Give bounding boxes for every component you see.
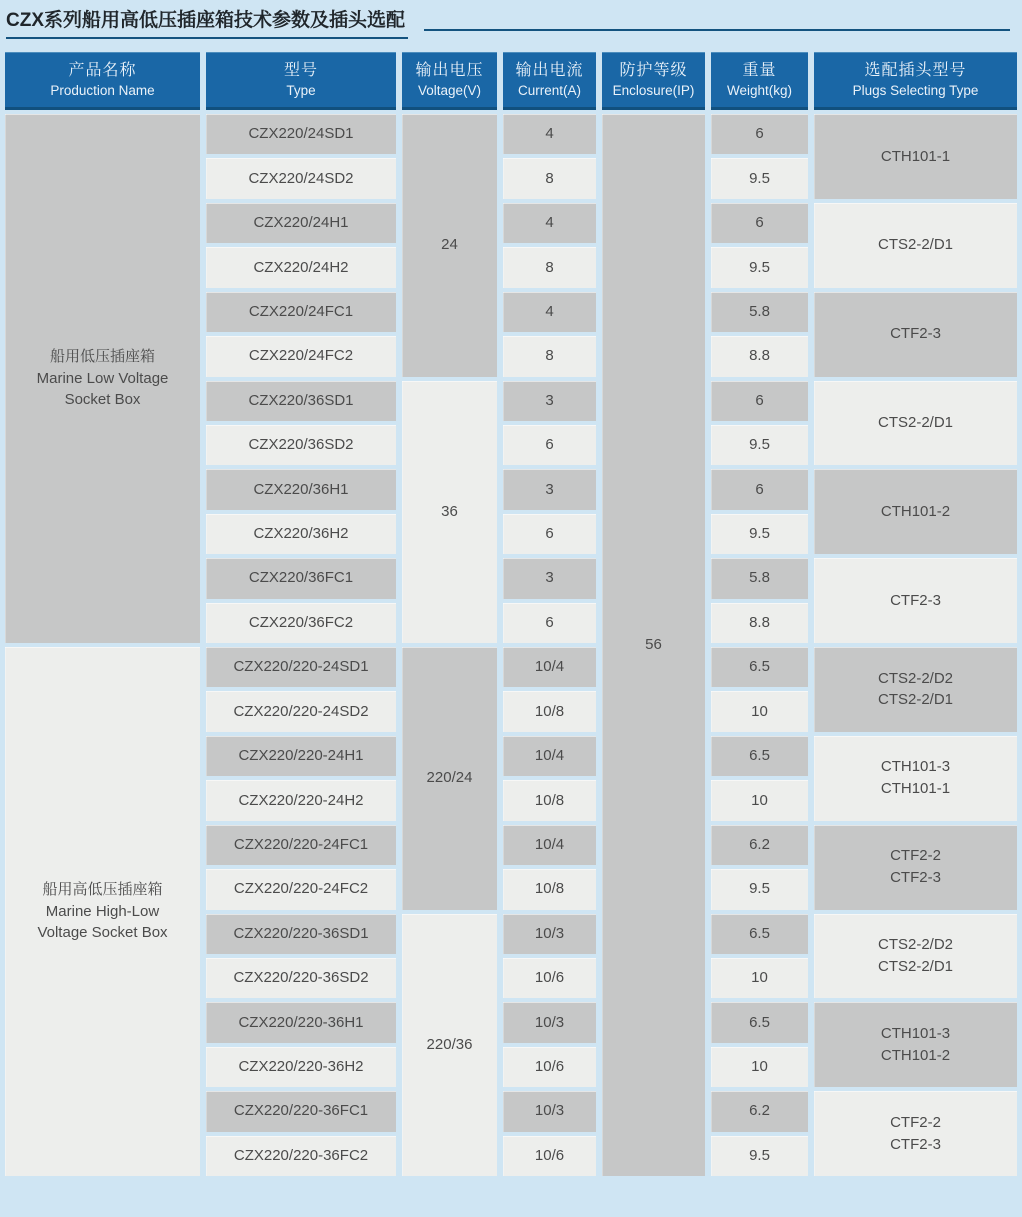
product-cell-text: Socket Box bbox=[64, 391, 141, 409]
current-cell-text: 10/8 bbox=[534, 702, 565, 720]
weight-cell-text: 9.5 bbox=[749, 880, 770, 898]
type-cell-text: CZX220/36FC2 bbox=[248, 613, 354, 631]
product-cell-text: 船用低压插座箱 bbox=[49, 347, 155, 365]
weight-cell-text: 10 bbox=[751, 969, 768, 987]
header-current bbox=[503, 52, 596, 110]
type-cell-text: CZX220/220-24SD2 bbox=[233, 702, 369, 720]
weight-cell bbox=[711, 425, 808, 465]
weight-cell bbox=[711, 292, 808, 332]
weight-cell bbox=[711, 381, 808, 421]
current-cell-text: 10/8 bbox=[534, 880, 565, 898]
header-zh: 输出电压 bbox=[415, 62, 484, 80]
type-cell bbox=[206, 736, 396, 776]
weight-cell bbox=[711, 647, 808, 687]
weight-cell-text: 8.8 bbox=[749, 347, 770, 365]
header-en: Type bbox=[286, 82, 316, 98]
type-cell-text: CZX220/36H1 bbox=[253, 480, 349, 498]
weight-cell-text: 6 bbox=[755, 480, 764, 498]
plug-cell-text: CTF2-2 bbox=[890, 847, 941, 865]
current-cell bbox=[503, 114, 596, 154]
voltage-cell bbox=[402, 914, 497, 1177]
weight-cell-text: 9.5 bbox=[749, 1146, 770, 1164]
type-cell-text: CZX220/220-36FC2 bbox=[233, 1146, 369, 1164]
current-cell bbox=[503, 381, 596, 421]
current-cell-text: 6 bbox=[545, 613, 554, 631]
header-en: Production Name bbox=[50, 82, 155, 98]
type-cell bbox=[206, 203, 396, 243]
voltage-cell bbox=[402, 647, 497, 910]
header-en: Enclosure(IP) bbox=[612, 82, 695, 98]
weight-cell-text: 8.8 bbox=[749, 613, 770, 631]
header-weight bbox=[711, 52, 808, 110]
type-cell-text: CZX220/36SD1 bbox=[248, 391, 354, 409]
current-cell bbox=[503, 958, 596, 998]
weight-cell bbox=[711, 691, 808, 731]
plug-cell-text: CTS2-2/D2 bbox=[877, 936, 954, 954]
enclosure-cell bbox=[602, 114, 705, 1176]
type-cell bbox=[206, 514, 396, 554]
type-cell-text: CZX220/220-24H1 bbox=[238, 747, 364, 765]
title-rule bbox=[424, 29, 1010, 31]
current-cell-text: 10/3 bbox=[534, 924, 565, 942]
type-cell bbox=[206, 780, 396, 820]
weight-cell bbox=[711, 203, 808, 243]
current-cell bbox=[503, 1091, 596, 1131]
plug-cell-text: CTH101-1 bbox=[880, 147, 951, 165]
weight-cell-text: 6 bbox=[755, 214, 764, 232]
type-cell bbox=[206, 425, 396, 465]
weight-cell bbox=[711, 1047, 808, 1087]
plug-cell-text: CTH101-1 bbox=[880, 780, 951, 798]
type-cell-text: CZX220/24H1 bbox=[253, 214, 349, 232]
weight-cell bbox=[711, 114, 808, 154]
plug-cell-text: CTH101-2 bbox=[880, 502, 951, 520]
type-cell-text: CZX220/220-36FC1 bbox=[233, 1102, 369, 1120]
header-zh: 选配插头型号 bbox=[864, 62, 967, 80]
plug-cell bbox=[814, 647, 1017, 732]
type-cell bbox=[206, 114, 396, 154]
header-enclosure bbox=[602, 52, 705, 110]
current-cell bbox=[503, 469, 596, 509]
current-cell-text: 10/3 bbox=[534, 1013, 565, 1031]
weight-cell bbox=[711, 336, 808, 376]
weight-cell bbox=[711, 469, 808, 509]
header-en: Plugs Selecting Type bbox=[852, 82, 979, 98]
type-cell bbox=[206, 381, 396, 421]
current-cell bbox=[503, 603, 596, 643]
current-cell-text: 10/6 bbox=[534, 1058, 565, 1076]
current-cell bbox=[503, 158, 596, 198]
type-cell-text: CZX220/36SD2 bbox=[248, 436, 354, 454]
plug-cell-text: CTF2-3 bbox=[890, 591, 941, 609]
current-cell-text: 3 bbox=[545, 480, 554, 498]
weight-cell bbox=[711, 780, 808, 820]
current-cell bbox=[503, 1002, 596, 1042]
current-cell bbox=[503, 1136, 596, 1176]
type-cell bbox=[206, 247, 396, 287]
current-cell bbox=[503, 691, 596, 731]
header-zh: 型号 bbox=[283, 62, 318, 80]
weight-cell bbox=[711, 514, 808, 554]
plug-cell-text: CTS2-2/D1 bbox=[877, 691, 954, 709]
current-cell-text: 10/6 bbox=[534, 969, 565, 987]
plug-cell-text: CTF2-3 bbox=[890, 325, 941, 343]
weight-cell-text: 6.2 bbox=[749, 1102, 770, 1120]
type-cell-text: CZX220/220-24SD1 bbox=[233, 658, 369, 676]
current-cell bbox=[503, 825, 596, 865]
voltage-cell-text: 220/24 bbox=[426, 769, 473, 787]
weight-cell-text: 6 bbox=[755, 125, 764, 143]
type-cell-text: CZX220/220-24FC1 bbox=[233, 835, 369, 853]
plug-cell-text: CTH101-3 bbox=[880, 1024, 951, 1042]
current-cell-text: 6 bbox=[545, 436, 554, 454]
weight-cell-text: 10 bbox=[751, 702, 768, 720]
current-cell bbox=[503, 247, 596, 287]
plug-cell-text: CTS2-2/D2 bbox=[877, 669, 954, 687]
voltage-cell-text: 220/36 bbox=[426, 1035, 473, 1053]
weight-cell bbox=[711, 869, 808, 909]
header-en: Weight(kg) bbox=[726, 82, 793, 98]
current-cell-text: 10/4 bbox=[534, 835, 565, 853]
weight-cell bbox=[711, 914, 808, 954]
header-type bbox=[206, 52, 396, 110]
current-cell bbox=[503, 558, 596, 598]
weight-cell bbox=[711, 736, 808, 776]
product-cell-text: 船用高低压插座箱 bbox=[42, 880, 163, 898]
current-cell-text: 8 bbox=[545, 347, 554, 365]
weight-cell bbox=[711, 958, 808, 998]
plug-cell-text: CTF2-3 bbox=[890, 1135, 941, 1153]
product-cell bbox=[5, 114, 200, 643]
plug-cell bbox=[814, 825, 1017, 910]
type-cell bbox=[206, 558, 396, 598]
current-cell-text: 8 bbox=[545, 169, 554, 187]
weight-cell-text: 10 bbox=[751, 791, 768, 809]
weight-cell-text: 9.5 bbox=[749, 525, 770, 543]
type-cell bbox=[206, 825, 396, 865]
weight-cell-text: 9.5 bbox=[749, 258, 770, 276]
current-cell-text: 6 bbox=[545, 525, 554, 543]
header-voltage bbox=[402, 52, 497, 110]
current-cell-text: 4 bbox=[545, 302, 554, 320]
type-cell bbox=[206, 1002, 396, 1042]
type-cell-text: CZX220/24FC2 bbox=[248, 347, 354, 365]
current-cell-text: 3 bbox=[545, 391, 554, 409]
type-cell bbox=[206, 336, 396, 376]
plug-cell bbox=[814, 292, 1017, 377]
weight-cell bbox=[711, 1091, 808, 1131]
type-cell-text: CZX220/220-36H2 bbox=[238, 1058, 364, 1076]
weight-cell bbox=[711, 558, 808, 598]
header-en: Current(A) bbox=[517, 82, 581, 98]
type-cell-text: CZX220/36FC1 bbox=[248, 569, 354, 587]
plug-cell bbox=[814, 114, 1017, 199]
weight-cell-text: 6.2 bbox=[749, 835, 770, 853]
header-production-name bbox=[5, 52, 200, 110]
product-cell-text: Marine High-Low bbox=[45, 902, 160, 920]
weight-cell bbox=[711, 1002, 808, 1042]
current-cell bbox=[503, 869, 596, 909]
weight-cell-text: 10 bbox=[751, 1058, 768, 1076]
plug-cell bbox=[814, 914, 1017, 999]
current-cell-text: 8 bbox=[545, 258, 554, 276]
type-cell-text: CZX220/220-36SD1 bbox=[233, 924, 369, 942]
type-cell bbox=[206, 914, 396, 954]
type-cell bbox=[206, 158, 396, 198]
current-cell bbox=[503, 736, 596, 776]
current-cell-text: 10/4 bbox=[534, 747, 565, 765]
weight-cell bbox=[711, 825, 808, 865]
current-cell bbox=[503, 514, 596, 554]
header-plugs bbox=[814, 52, 1017, 110]
weight-cell-text: 6.5 bbox=[749, 924, 770, 942]
product-cell bbox=[5, 647, 200, 1176]
weight-cell bbox=[711, 603, 808, 643]
header-zh: 产品名称 bbox=[68, 62, 137, 80]
page-title: CZX系列船用高低压插座箱技术参数及插头选配 bbox=[6, 10, 408, 39]
current-cell-text: 10/8 bbox=[534, 791, 565, 809]
header-zh: 防护等级 bbox=[619, 62, 688, 80]
current-cell bbox=[503, 780, 596, 820]
type-cell-text: CZX220/36H2 bbox=[253, 525, 349, 543]
title-row bbox=[0, 0, 1022, 52]
type-cell-text: CZX220/220-24FC2 bbox=[233, 880, 369, 898]
type-cell bbox=[206, 1136, 396, 1176]
type-cell-text: CZX220/24H2 bbox=[253, 258, 349, 276]
current-cell-text: 10/6 bbox=[534, 1146, 565, 1164]
plug-cell bbox=[814, 203, 1017, 288]
current-cell-text: 4 bbox=[545, 125, 554, 143]
plug-cell bbox=[814, 736, 1017, 821]
spec-table bbox=[5, 52, 1017, 1176]
type-cell-text: CZX220/24SD2 bbox=[248, 169, 354, 187]
plug-cell bbox=[814, 1002, 1017, 1087]
type-cell-text: CZX220/24SD1 bbox=[248, 125, 354, 143]
weight-cell-text: 6.5 bbox=[749, 1013, 770, 1031]
product-cell-text: Voltage Socket Box bbox=[37, 924, 168, 942]
plug-cell bbox=[814, 558, 1017, 643]
plug-cell-text: CTF2-3 bbox=[890, 869, 941, 887]
type-cell bbox=[206, 869, 396, 909]
current-cell bbox=[503, 336, 596, 376]
current-cell bbox=[503, 292, 596, 332]
plug-cell-text: CTS2-2/D1 bbox=[877, 957, 954, 975]
type-cell-text: CZX220/220-36H1 bbox=[238, 1013, 364, 1031]
current-cell-text: 4 bbox=[545, 214, 554, 232]
current-cell-text: 3 bbox=[545, 569, 554, 587]
current-cell bbox=[503, 203, 596, 243]
current-cell bbox=[503, 425, 596, 465]
type-cell bbox=[206, 603, 396, 643]
weight-cell-text: 6 bbox=[755, 391, 764, 409]
weight-cell bbox=[711, 1136, 808, 1176]
type-cell bbox=[206, 1047, 396, 1087]
plug-cell bbox=[814, 1091, 1017, 1176]
weight-cell-text: 5.8 bbox=[749, 302, 770, 320]
current-cell bbox=[503, 914, 596, 954]
current-cell-text: 10/3 bbox=[534, 1102, 565, 1120]
type-cell bbox=[206, 1091, 396, 1131]
plug-cell bbox=[814, 381, 1017, 466]
header-zh: 输出电流 bbox=[515, 62, 584, 80]
weight-cell bbox=[711, 158, 808, 198]
weight-cell-text: 9.5 bbox=[749, 436, 770, 454]
plug-cell-text: CTH101-3 bbox=[880, 758, 951, 776]
weight-cell bbox=[711, 247, 808, 287]
voltage-cell bbox=[402, 114, 497, 377]
voltage-cell-text: 24 bbox=[441, 236, 458, 254]
type-cell-text: CZX220/220-24H2 bbox=[238, 791, 364, 809]
weight-cell-text: 6.5 bbox=[749, 747, 770, 765]
product-cell-text: Marine Low Voltage bbox=[36, 369, 169, 387]
plug-cell bbox=[814, 469, 1017, 554]
voltage-cell bbox=[402, 381, 497, 644]
plug-cell-text: CTH101-2 bbox=[880, 1046, 951, 1064]
enclosure-cell-text: 56 bbox=[645, 636, 662, 654]
current-cell-text: 10/4 bbox=[534, 658, 565, 676]
type-cell bbox=[206, 469, 396, 509]
plug-cell-text: CTF2-2 bbox=[890, 1113, 941, 1131]
type-cell bbox=[206, 691, 396, 731]
current-cell bbox=[503, 647, 596, 687]
type-cell bbox=[206, 958, 396, 998]
plug-cell-text: CTS2-2/D1 bbox=[877, 414, 954, 432]
type-cell-text: CZX220/24FC1 bbox=[248, 302, 354, 320]
voltage-cell-text: 36 bbox=[441, 502, 458, 520]
header-en: Voltage(V) bbox=[417, 82, 482, 98]
weight-cell-text: 9.5 bbox=[749, 169, 770, 187]
type-cell-text: CZX220/220-36SD2 bbox=[233, 969, 369, 987]
type-cell bbox=[206, 647, 396, 687]
header-zh: 重量 bbox=[742, 62, 777, 80]
weight-cell-text: 5.8 bbox=[749, 569, 770, 587]
plug-cell-text: CTS2-2/D1 bbox=[877, 236, 954, 254]
weight-cell-text: 6.5 bbox=[749, 658, 770, 676]
type-cell bbox=[206, 292, 396, 332]
current-cell bbox=[503, 1047, 596, 1087]
